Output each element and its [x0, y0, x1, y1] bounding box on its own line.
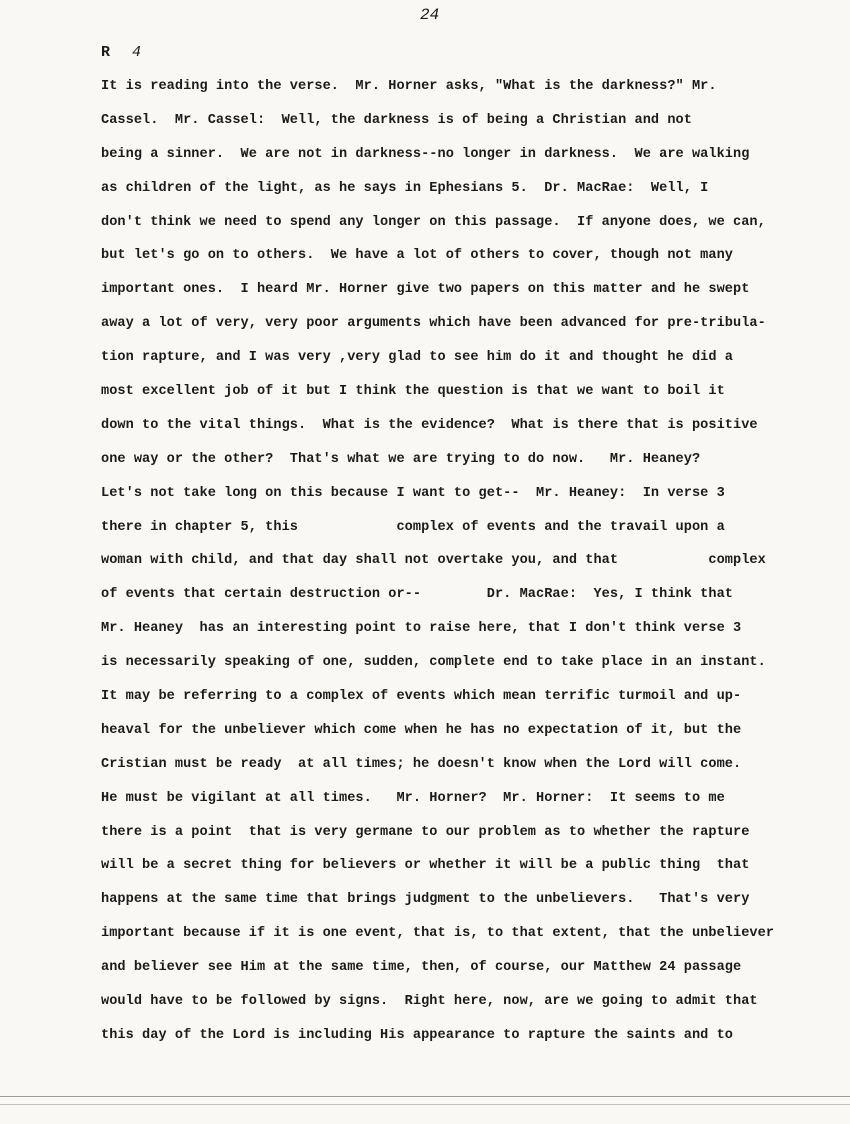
- text-line: away a lot of very, very poor arguments which have been advanced for pre-tribula-: [101, 316, 766, 332]
- text-line: He must be vigilant at all times. Mr. Horner? Mr. Horner: It seems to me: [101, 790, 725, 806]
- text-line: but let's go on to others. We have a lot of others to cover, though not many: [101, 248, 733, 264]
- text-line: is necessarily speaking of one, sudden, complete end to take place in an instant.: [101, 655, 766, 671]
- text-line: Let's not take long on this because I want to get-- Mr. Heaney: In verse 3: [101, 485, 725, 501]
- transcript-body: [101, 78, 841, 1061]
- text-line: happens at the same time that brings judgment to the unbelievers. That's very: [101, 892, 750, 908]
- text-line: heaval for the unbeliever which come when he has no expectation of it, but the: [101, 722, 742, 738]
- text-line: of events that certain destruction or-- Dr. MacRae: Yes, I think that: [101, 587, 733, 603]
- text-line: Cassel. Mr. Cassel: Well, the darkness is of being a Christian and not: [101, 112, 692, 128]
- page-edge-line: [0, 1104, 850, 1105]
- text-line: It may be referring to a complex of events which mean terrific turmoil and up-: [101, 689, 742, 705]
- text-line: would have to be followed by signs. Right here, now, are we going to admit that: [101, 994, 758, 1010]
- text-line: important ones. I heard Mr. Horner give two papers on this matter and he swept: [101, 282, 750, 298]
- page-edge-line: [0, 1096, 850, 1097]
- text-line: being a sinner. We are not in darkness--no longer in darkness. We are walking: [101, 146, 750, 162]
- text-line: tion rapture, and I was very ,very glad to see him do it and thought he did a: [101, 350, 733, 366]
- reference-marker: [101, 44, 143, 61]
- text-line: important because if it is one event, that is, to that extent, that the unbeliever: [101, 926, 775, 942]
- text-line: there is a point that is very germane to our problem as to whether the rapture: [101, 824, 750, 840]
- page-number: 24: [420, 6, 440, 24]
- text-line: will be a secret thing for believers or whether it will be a public thing that: [101, 858, 750, 874]
- reference-letter: R: [101, 44, 113, 61]
- text-line: It is reading into the verse. Mr. Horner asks, "What is the darkness?" Mr.: [101, 79, 717, 94]
- text-line: woman with child, and that day shall not overtake you, and that complex: [101, 553, 766, 569]
- text-line: as children of the light, as he says in Ephesians 5. Dr. MacRae: Well, I: [101, 180, 709, 196]
- text-line: Mr. Heaney has an interesting point to raise here, that I don't think verse 3: [101, 621, 742, 637]
- text-line: one way or the other? That's what we are trying to do now. Mr. Heaney?: [101, 451, 701, 467]
- text-line: Cristian must be ready at all times; he doesn't know when the Lord will come.: [101, 756, 742, 772]
- text-line: down to the vital things. What is the evidence? What is there that is positive: [101, 417, 758, 433]
- text-line: there in chapter 5, this complex of events and the travail upon a: [101, 519, 725, 535]
- text-line: most excellent job of it but I think the question is that we want to boil it: [101, 384, 725, 400]
- text-line: and believer see Him at the same time, then, of course, our Matthew 24 passage: [101, 960, 742, 976]
- text-line: don't think we need to spend any longer on this passage. If anyone does, we can,: [101, 214, 766, 230]
- text-line: this day of the Lord is including His appearance to rapture the saints and to: [101, 1027, 733, 1043]
- reference-number: 4: [132, 44, 144, 61]
